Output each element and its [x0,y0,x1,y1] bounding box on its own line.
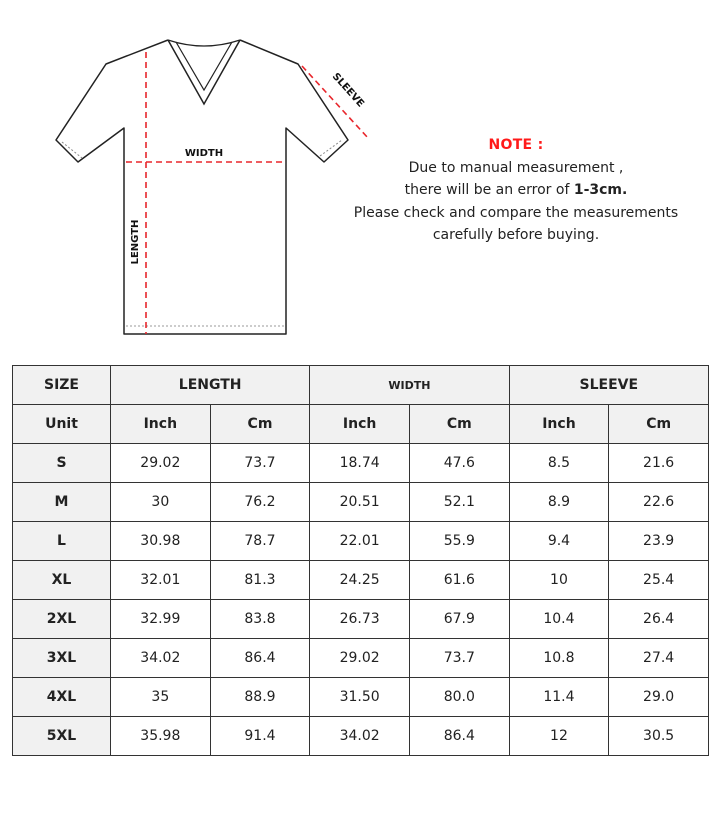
measurement-cell: 30.98 [111,522,211,561]
sleeve-group-header: SLEEVE [509,366,708,405]
unit-header-cell: Cm [609,405,709,444]
measurement-cell: 34.02 [111,639,211,678]
measurement-cell: 35 [111,678,211,717]
measurement-cell: 76.2 [210,483,310,522]
measurement-cell: 24.25 [310,561,410,600]
measurement-cell: 30.5 [609,717,709,756]
table-row [13,561,709,600]
measurement-cell: 9.4 [509,522,609,561]
measurement-cell: 83.8 [210,600,310,639]
unit-header-cell: Inch [310,405,410,444]
measurement-cell: 21.6 [609,444,709,483]
unit-header-cell: Inch [111,405,211,444]
width-label: WIDTH [184,148,224,159]
length-group-header: LENGTH [111,366,310,405]
table-row [13,639,709,678]
measurement-cell: 29.02 [310,639,410,678]
note-title: NOTE : [488,137,544,153]
table-row [13,678,709,717]
measurement-cell: 22.6 [609,483,709,522]
size-cell: S [13,444,111,483]
measurement-cell: 34.02 [310,717,410,756]
measurement-cell: 26.4 [609,600,709,639]
size-chart-table [12,365,709,756]
measurement-cell: 8.9 [509,483,609,522]
measurement-cell: 78.7 [210,522,310,561]
measurement-cell: 29.02 [111,444,211,483]
table-row [13,717,709,756]
measurement-cell: 55.9 [409,522,509,561]
measurement-cell: 32.99 [111,600,211,639]
note-line-1: Due to manual measurement , [408,159,624,176]
measurement-cell: 18.74 [310,444,410,483]
size-cell: 4XL [13,678,111,717]
measurement-cell: 8.5 [509,444,609,483]
width-group-header: WIDTH [310,366,509,405]
table-row [13,600,709,639]
measurement-cell: 23.9 [609,522,709,561]
note-line-2-prefix: there will be an error of [404,182,574,198]
measurement-cell: 31.50 [310,678,410,717]
size-cell: 2XL [13,600,111,639]
measurement-cell: 81.3 [210,561,310,600]
note-line-2 [350,179,682,202]
measurement-cell: 73.7 [210,444,310,483]
measurement-cell: 80.0 [409,678,509,717]
measurement-cell: 86.4 [409,717,509,756]
table-row [13,444,709,483]
sleeve-label: SLEEVE [329,71,366,110]
measurement-cell: 91.4 [210,717,310,756]
table-row [13,483,709,522]
measurement-cell: 10.8 [509,639,609,678]
measurement-cell: 10.4 [509,600,609,639]
size-cell: XL [13,561,111,600]
measurement-cell: 47.6 [409,444,509,483]
measurement-cell: 61.6 [409,561,509,600]
measurement-cell: 11.4 [509,678,609,717]
measurement-cell: 12 [509,717,609,756]
size-cell: 5XL [13,717,111,756]
measurement-cell: 35.98 [111,717,211,756]
size-header: SIZE [13,366,111,405]
measurement-cell: 73.7 [409,639,509,678]
measurement-cell: 86.4 [210,639,310,678]
unit-header-cell: Cm [210,405,310,444]
measurement-cell: 29.0 [609,678,709,717]
size-cell: 3XL [13,639,111,678]
note-line-4: carefully before buying. [432,227,600,243]
unit-header-cell: Inch [509,405,609,444]
note-error-range: 1-3cm. [573,182,628,198]
measurement-cell: 52.1 [409,483,509,522]
measurement-cell: 25.4 [609,561,709,600]
measurement-cell: 26.73 [310,600,410,639]
measurement-cell: 88.9 [210,678,310,717]
unit-header: Unit [13,405,111,444]
measurement-cell: 10 [509,561,609,600]
measurement-cell: 27.4 [609,639,709,678]
unit-header-cell: Cm [409,405,509,444]
note-line-3: Please check and compare the measurements [353,204,679,221]
measurement-cell: 20.51 [310,483,410,522]
measurement-cell: 67.9 [409,600,509,639]
table-row [13,522,709,561]
length-label: LENGTH [130,219,141,265]
tshirt-outline-icon [40,30,380,350]
tshirt-diagram [40,30,380,350]
table-group-header-row [13,366,709,405]
measurement-cell: 30 [111,483,211,522]
size-cell: M [13,483,111,522]
measurement-cell: 32.01 [111,561,211,600]
table-unit-header-row [13,405,709,444]
measurement-note [350,134,682,247]
size-cell: L [13,522,111,561]
measurement-cell: 22.01 [310,522,410,561]
